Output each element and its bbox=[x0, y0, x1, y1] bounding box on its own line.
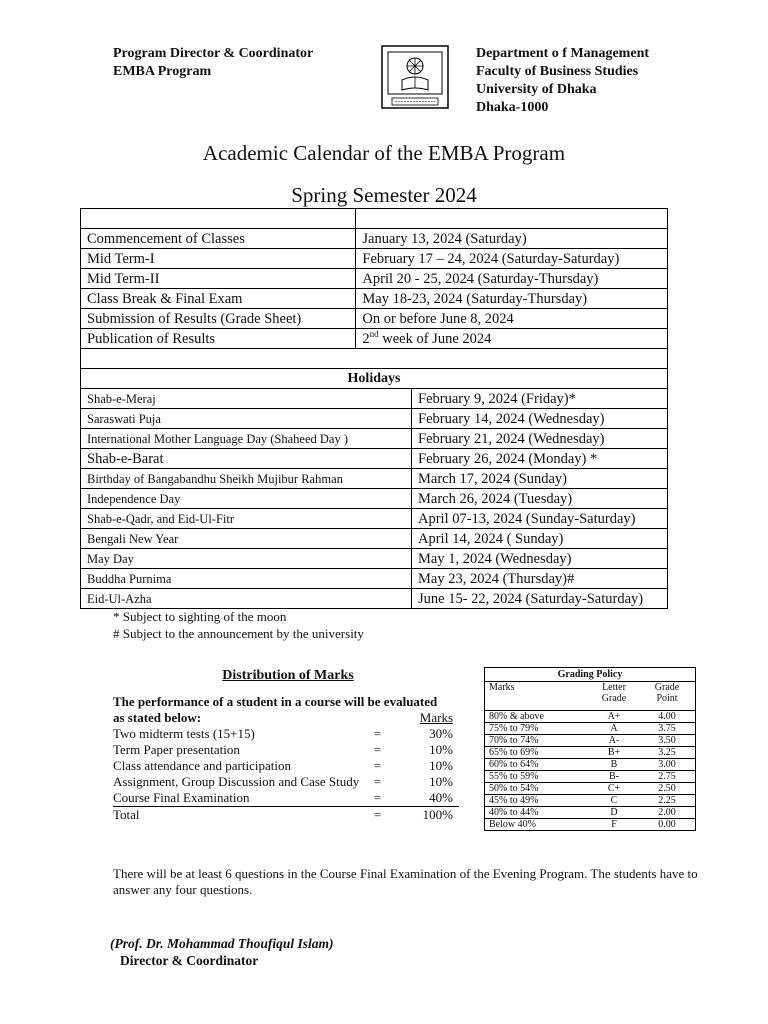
calendar-row bbox=[81, 309, 668, 329]
distribution-equals: = bbox=[359, 790, 396, 807]
event-date: May 18-23, 2024 (Saturday-Thursday) bbox=[356, 289, 668, 309]
distribution-row bbox=[113, 726, 459, 742]
distribution-row bbox=[113, 790, 459, 807]
grading-row: 50% to 54% C+ 2.50 bbox=[485, 783, 695, 795]
holiday-name: May Day bbox=[81, 549, 412, 569]
distribution-item: Two midterm tests (15+15) bbox=[113, 726, 255, 741]
holiday-name: Birthday of Bangabandhu Sheikh Mujibur Rahman bbox=[81, 469, 412, 489]
holiday-row bbox=[81, 389, 668, 409]
calendar-blank-row bbox=[81, 209, 668, 229]
holiday-name: Independence Day bbox=[81, 489, 412, 509]
distribution-item: Course Final Examination bbox=[113, 790, 359, 807]
holidays-heading: Holidays bbox=[81, 369, 668, 389]
distribution-intro-line: as stated below: bbox=[113, 710, 202, 725]
holiday-date: February 14, 2024 (Wednesday) bbox=[412, 409, 668, 429]
event-date: February 17 – 24, 2024 (Saturday-Saturday) bbox=[356, 249, 668, 269]
event-date bbox=[356, 329, 668, 349]
holiday-date: April 07-13, 2024 (Sunday-Saturday) bbox=[412, 509, 668, 529]
calendar-row bbox=[81, 329, 668, 349]
header-right-line: Dhaka-1000 bbox=[476, 100, 549, 115]
distribution-header-row bbox=[113, 710, 459, 726]
distribution-row bbox=[113, 742, 459, 758]
grading-row: 60% to 64% B 3.00 bbox=[485, 759, 695, 771]
grading-row: 55% to 59% B- 2.75 bbox=[485, 771, 695, 783]
holiday-date: May 1, 2024 (Wednesday) bbox=[412, 549, 668, 569]
holiday-name: Shab-e-Qadr, and Eid-Ul-Fitr bbox=[81, 509, 412, 529]
event-date: April 20 - 25, 2024 (Saturday-Thursday) bbox=[356, 269, 668, 289]
grading-row: 70% to 74% A- 3.50 bbox=[485, 735, 695, 747]
grading-header-row bbox=[485, 682, 695, 711]
page-subtitle: Spring Semester 2024 bbox=[291, 183, 477, 207]
holiday-row bbox=[81, 489, 668, 509]
distribution-total-row bbox=[113, 807, 459, 824]
event-name: Mid Term-II bbox=[81, 269, 356, 289]
marks-column-label: Marks bbox=[419, 710, 453, 725]
holiday-date: March 17, 2024 (Sunday) bbox=[412, 469, 668, 489]
event-date: January 13, 2024 (Saturday) bbox=[356, 229, 668, 249]
grading-col-letter: Letter Grade bbox=[601, 682, 627, 704]
calendar-blank-row bbox=[81, 349, 668, 369]
event-name: Submission of Results (Grade Sheet) bbox=[81, 309, 356, 329]
calendar-row bbox=[81, 229, 668, 249]
holiday-row bbox=[81, 449, 668, 469]
grading-table bbox=[485, 682, 695, 830]
signatory-name: (Prof. Dr. Mohammad Thoufiqul Islam) bbox=[110, 936, 334, 951]
distribution-row bbox=[113, 758, 459, 774]
distribution-equals: = bbox=[373, 774, 382, 789]
holiday-name: International Mother Language Day (Shaheed Day ) bbox=[81, 429, 412, 449]
holiday-date: May 23, 2024 (Thursday)# bbox=[412, 569, 668, 589]
distribution-item: Term Paper presentation bbox=[113, 742, 240, 757]
holiday-row bbox=[81, 589, 668, 609]
calendar-row bbox=[81, 269, 668, 289]
grading-col-marks: Marks bbox=[489, 682, 515, 693]
distribution-percent: 10% bbox=[429, 742, 453, 757]
event-name: Mid Term-I bbox=[81, 249, 356, 269]
holiday-name: Buddha Purnima bbox=[81, 569, 412, 589]
holidays-heading-row bbox=[81, 369, 668, 389]
distribution-percent: 10% bbox=[429, 774, 453, 789]
holiday-row bbox=[81, 409, 668, 429]
distribution-equals: = bbox=[373, 742, 382, 757]
grading-row: 40% to 44% D 2.00 bbox=[485, 807, 695, 819]
distribution-equals: = bbox=[373, 758, 382, 773]
calendar-row bbox=[81, 289, 668, 309]
event-name: Commencement of Classes bbox=[81, 229, 356, 249]
event-date-rest: week of June 2024 bbox=[378, 330, 492, 347]
distribution-percent: 40% bbox=[396, 790, 459, 807]
header-left bbox=[113, 45, 313, 81]
holiday-row bbox=[81, 569, 668, 589]
grading-row: 45% to 49% C 2.25 bbox=[485, 795, 695, 807]
holiday-date: April 14, 2024 ( Sunday) bbox=[412, 529, 668, 549]
holidays-table bbox=[80, 368, 668, 609]
distribution-item: Total bbox=[113, 807, 140, 822]
holiday-row bbox=[81, 549, 668, 569]
holiday-name: Shab-e-Meraj bbox=[81, 389, 412, 409]
distribution-equals: = bbox=[373, 726, 382, 741]
distribution-percent: 100% bbox=[422, 807, 453, 822]
distribution-intro-line: The performance of a student in a course will be evaluated bbox=[113, 694, 438, 709]
holiday-date: February 26, 2024 (Monday) * bbox=[412, 449, 668, 469]
grading-row: 80% & above A+ 4.00 bbox=[485, 711, 695, 723]
grading-row: Below 40% F 0.00 bbox=[485, 819, 695, 831]
event-name: Publication of Results bbox=[81, 329, 356, 349]
header-right-line: Department o f Management bbox=[476, 46, 650, 61]
grading-row: 65% to 69% B+ 3.25 bbox=[485, 747, 695, 759]
marks-distribution bbox=[113, 668, 463, 823]
distribution-table bbox=[113, 710, 459, 823]
holiday-date: March 26, 2024 (Tuesday) bbox=[412, 489, 668, 509]
distribution-title: Distribution of Marks bbox=[222, 668, 354, 683]
distribution-row bbox=[113, 774, 459, 790]
distribution-percent: 10% bbox=[429, 758, 453, 773]
distribution-item: Assignment, Group Discussion and Case Study bbox=[113, 774, 360, 789]
grading-row: 75% to 79% A 3.75 bbox=[485, 723, 695, 735]
page-title: Academic Calendar of the EMBA Program bbox=[202, 141, 566, 165]
holiday-row bbox=[81, 509, 668, 529]
grading-policy bbox=[484, 667, 696, 831]
holiday-name: Shab-e-Barat bbox=[81, 449, 412, 469]
distribution-percent: 30% bbox=[429, 726, 453, 741]
ordinal-number: 2 bbox=[362, 330, 370, 347]
holiday-row bbox=[81, 429, 668, 449]
distribution-intro bbox=[113, 694, 463, 710]
header-left-line: Program Director & Coordinator bbox=[113, 46, 314, 61]
holiday-name: Bengali New Year bbox=[81, 529, 412, 549]
holiday-date: February 21, 2024 (Wednesday) bbox=[412, 429, 668, 449]
header-right-line: University of Dhaka bbox=[476, 82, 597, 97]
holiday-row bbox=[81, 529, 668, 549]
holiday-note: * Subject to sighting of the moon bbox=[113, 609, 287, 624]
university-logo bbox=[380, 44, 450, 110]
grading-col-point: Grade Point bbox=[654, 682, 680, 704]
exam-note: There will be at least 6 questions in the Course Final Examination of the Evening Program. The students have to answer any four questions. bbox=[113, 866, 698, 897]
distribution-equals: = bbox=[373, 807, 382, 822]
calendar-row bbox=[81, 249, 668, 269]
holiday-name: Saraswati Puja bbox=[81, 409, 412, 429]
holiday-row bbox=[81, 469, 668, 489]
holiday-date: June 15- 22, 2024 (Saturday-Saturday) bbox=[412, 589, 668, 609]
signatory-role: Director & Coordinator bbox=[120, 953, 259, 968]
calendar-table bbox=[80, 208, 668, 369]
header-right-line: Faculty of Business Studies bbox=[476, 64, 639, 79]
holiday-name: Eid-Ul-Azha bbox=[81, 589, 412, 609]
holiday-date: February 9, 2024 (Friday)* bbox=[412, 389, 668, 409]
header-left-line: EMBA Program bbox=[113, 64, 212, 79]
event-date: On or before June 8, 2024 bbox=[356, 309, 668, 329]
distribution-item: Class attendance and participation bbox=[113, 758, 291, 773]
ordinal-suffix: nd bbox=[369, 328, 379, 339]
header-right bbox=[476, 45, 649, 117]
holiday-note: # Subject to the announcement by the university bbox=[113, 626, 364, 641]
grading-title: Grading Policy bbox=[485, 668, 695, 682]
event-name: Class Break & Final Exam bbox=[81, 289, 356, 309]
